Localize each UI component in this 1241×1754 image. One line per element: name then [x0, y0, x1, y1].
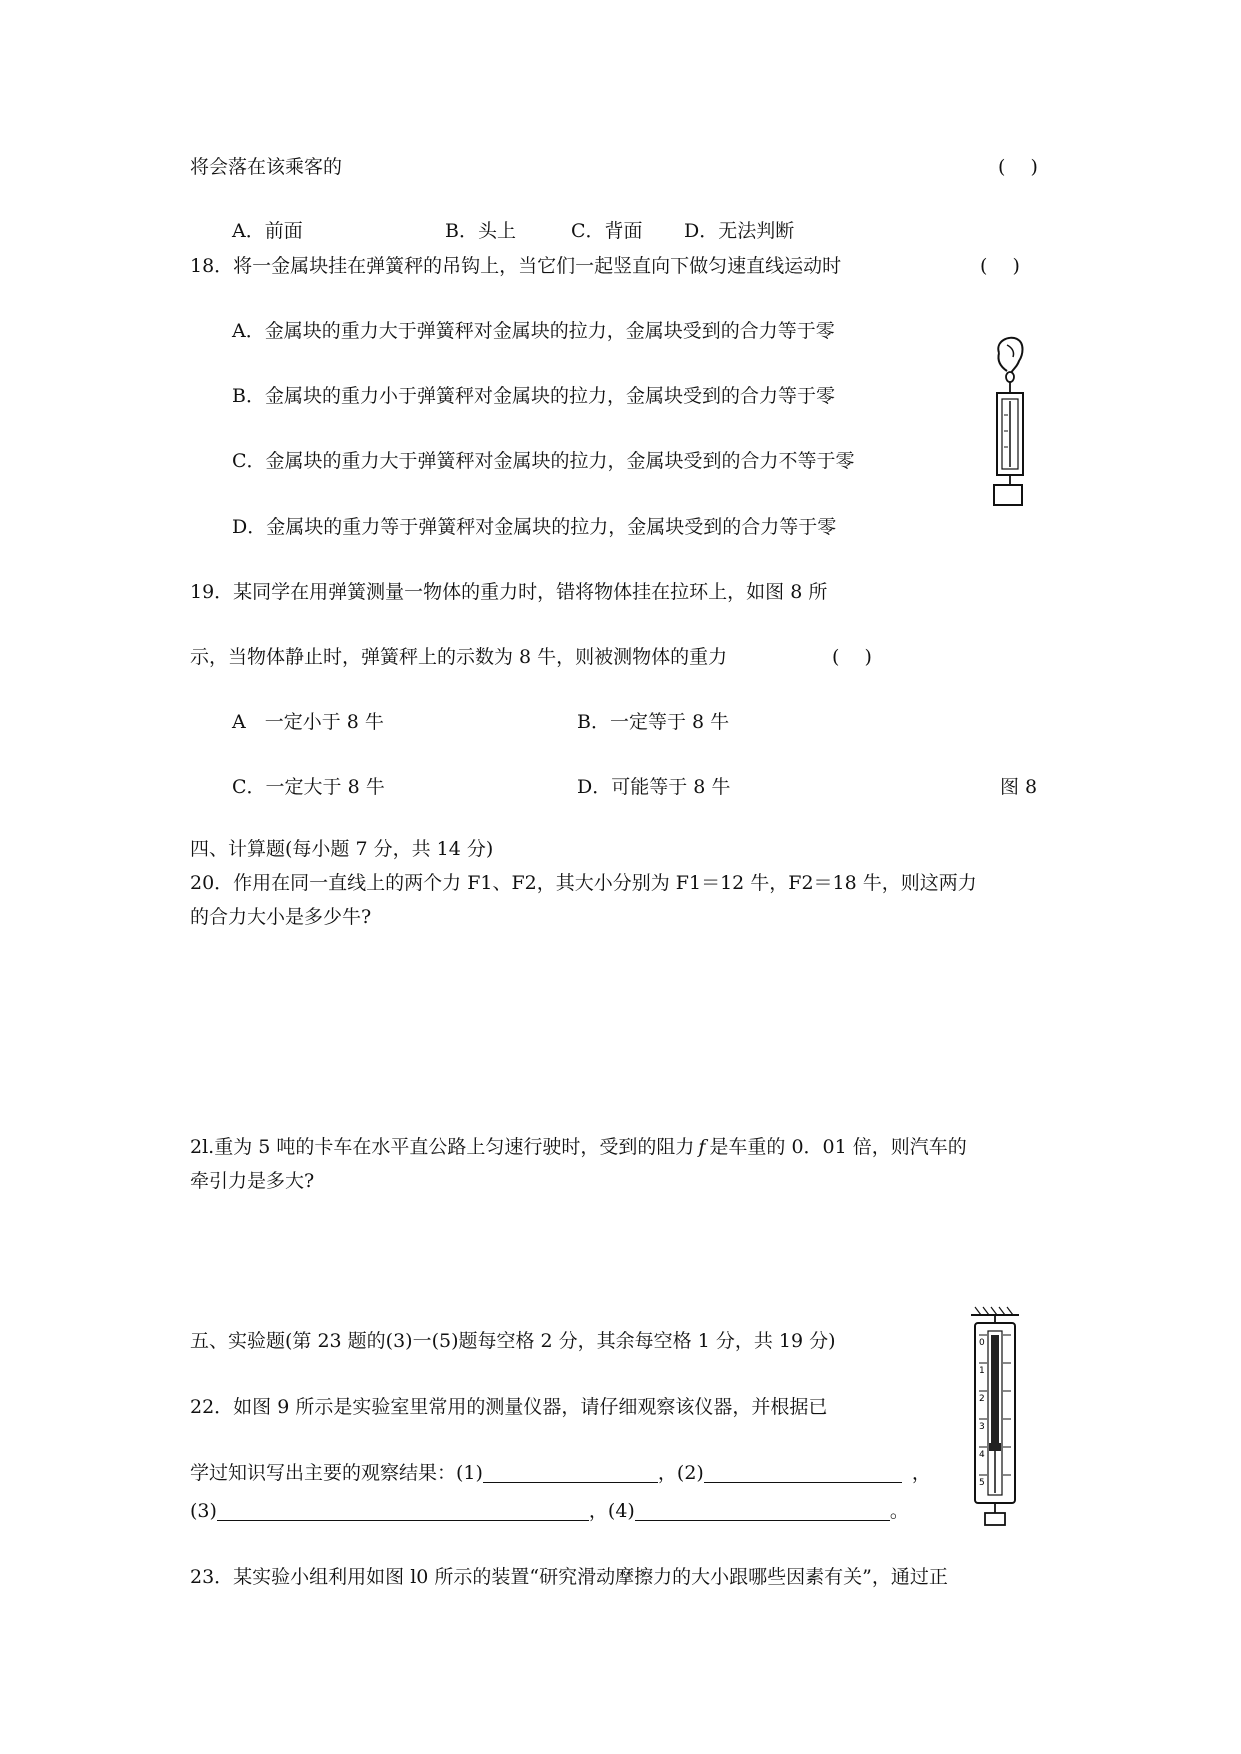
answer-blank-4[interactable]	[635, 1500, 890, 1521]
q17-bracket: ( )	[998, 156, 1038, 178]
q18-option-c: C．金属块的重力大于弹簧秤对金属块的拉力，金属块受到的合力不等于零	[232, 450, 855, 472]
q19-option-a: A 一定小于 8 牛	[232, 711, 384, 733]
q20-line1: 20．作用在同一直线上的两个力 F1、F2，其大小分别为 F1＝12 牛，F2＝18 牛，则这两力	[190, 872, 977, 894]
q22-line1: 22．如图 9 所示是实验室里常用的测量仪器，请仔细观察该仪器，并根据已	[190, 1396, 828, 1418]
q19-line1: 19．某同学在用弹簧测量一物体的重力时，错将物体挂在拉环上，如图 8 所	[190, 581, 828, 603]
answer-blank-3[interactable]	[217, 1500, 589, 1521]
q22-sep-4: ，(4)	[588, 1500, 635, 1522]
q20-line2: 的合力大小是多少牛?	[190, 906, 372, 928]
fig9-tick-4: 4	[979, 1450, 985, 1460]
fig9-tick-0: 0	[979, 1338, 985, 1348]
fig9-tick-3: 3	[979, 1422, 985, 1432]
answer-blank-1[interactable]	[483, 1462, 658, 1483]
q18-stem: 18．将一金属块挂在弹簧秤的吊钩上，当它们一起竖直向下做匀速直线运动时	[190, 255, 842, 277]
section-5-heading: 五、实验题(第 23 题的(3)一(5)题每空格 2 分，其余每空格 1 分，共 19 分)	[190, 1330, 836, 1352]
q17-option-a: A．前面	[232, 220, 303, 242]
q21-line1-a: 2l.重为 5 吨的卡车在水平直公路上匀速行驶时，受到的阻力	[190, 1136, 695, 1158]
q22-line3-prefix: (3)	[190, 1500, 217, 1522]
q17-option-b: B．头上	[445, 220, 516, 242]
figure-9-spring-scale	[965, 1305, 1025, 1530]
q19-bracket: ( )	[832, 646, 872, 668]
q22-line2-prefix: 学过知识写出主要的观察结果：(1)	[190, 1462, 483, 1484]
q21-line1	[190, 1138, 967, 1157]
q19-option-b: B．一定等于 8 牛	[577, 711, 730, 733]
q23-line1: 23．某实验小组利用如图 l0 所示的装置“研究滑动摩擦力的大小跟哪些因素有关”，通过正	[190, 1566, 948, 1588]
q19-option-c: C．一定大于 8 牛	[232, 776, 385, 798]
q18-option-b: B．金属块的重力小于弹簧秤对金属块的拉力，金属块受到的合力等于零	[232, 385, 835, 407]
q17-tail: 将会落在该乘客的	[190, 156, 343, 178]
q22-line3	[190, 1500, 909, 1521]
fig9-tick-5: 5	[979, 1478, 985, 1488]
answer-blank-2[interactable]	[704, 1462, 902, 1483]
q17-option-d: D．无法判断	[684, 220, 795, 242]
q21-line2: 牵引力是多大?	[190, 1170, 315, 1192]
figure-8-caption: 图 8	[1000, 776, 1038, 798]
section-4-heading: 四、计算题(每小题 7 分，共 14 分)	[190, 838, 494, 860]
q22-line2	[190, 1462, 931, 1483]
q21-line1-b: 是车重的 0．01 倍，则汽车的	[709, 1136, 967, 1158]
figure-8-spring-scale	[985, 335, 1045, 510]
q22-sep-2: ，(2)	[657, 1462, 704, 1484]
fig9-tick-2: 2	[979, 1394, 985, 1404]
q19-option-d: D．可能等于 8 牛	[577, 776, 731, 798]
q22-end-2: ，	[911, 1462, 931, 1484]
q18-option-a: A．金属块的重力大于弹簧秤对金属块的拉力，金属块受到的合力等于零	[232, 320, 835, 342]
fig9-tick-1: 1	[979, 1366, 985, 1376]
q19-line2: 示，当物体静止时，弹簧秤上的示数为 8 牛，则被测物体的重力	[190, 646, 728, 668]
q17-option-c: C．背面	[571, 220, 643, 242]
q22-end-3: 。	[889, 1500, 909, 1522]
q21-f-symbol: f	[698, 1136, 706, 1158]
q18-bracket: ( )	[980, 255, 1020, 277]
q18-option-d: D．金属块的重力等于弹簧秤对金属块的拉力，金属块受到的合力等于零	[232, 516, 837, 538]
